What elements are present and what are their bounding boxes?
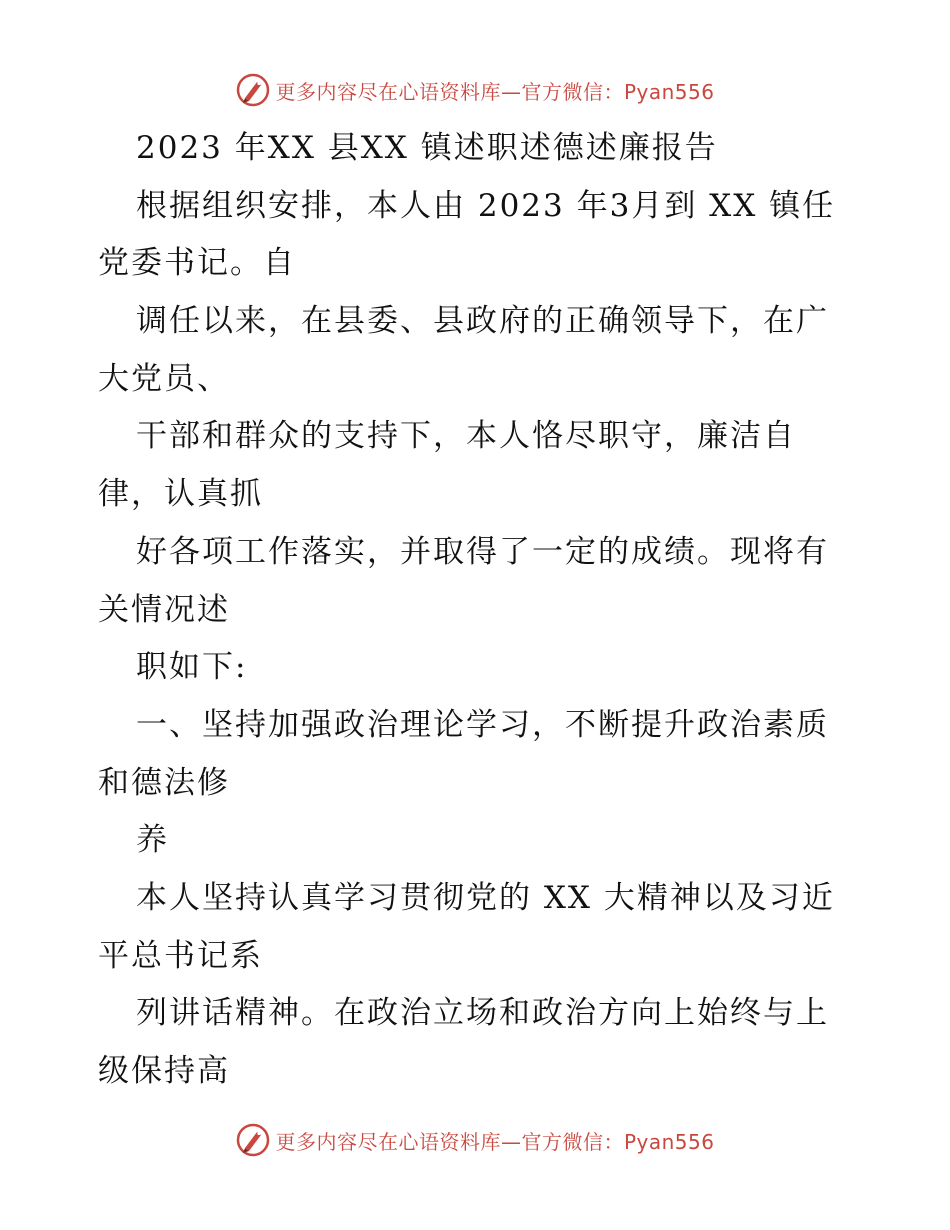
- watermark-banner-bottom: [0, 1120, 950, 1160]
- document-line: 关情况述: [98, 591, 230, 628]
- document-line: 根据组织安排，本人由 2023 年3月到 XX 镇任: [136, 187, 836, 224]
- document-line: 调任以来，在县委、县政府的正确领导下，在广: [136, 303, 829, 340]
- document-line: 干部和群众的支持下，本人恪尽职守，廉洁自: [136, 418, 796, 455]
- pen-circle-logo-icon: [235, 1122, 271, 1158]
- document-line: 职如下:: [136, 649, 248, 686]
- document-line: 列讲话精神。在政治立场和政治方向上始终与上: [136, 995, 829, 1032]
- document-line: 和德法修: [98, 764, 230, 801]
- document-line: 大党员、: [98, 360, 230, 397]
- watermark-text: 更多内容尽在心语资料库—官方微信：Pyan556: [275, 1129, 715, 1154]
- document-body: [98, 120, 858, 1101]
- document-line: 一、坚持加强政治理论学习，不断提升政治素质: [136, 706, 829, 743]
- pen-circle-logo-icon: [235, 72, 271, 108]
- document-line: 党委书记。自: [98, 245, 296, 282]
- document-line: 级保持高: [98, 1053, 230, 1089]
- document-line: 好各项工作落实，并取得了一定的成绩。现将有: [136, 533, 829, 570]
- document-line: 养: [136, 822, 169, 859]
- document-line: 律，认真抓: [98, 476, 263, 513]
- document-line: 本人坚持认真学习贯彻党的 XX 大精神以及习近: [136, 879, 835, 916]
- document-line: 2023 年XX 县XX 镇述职述德述廉报告: [136, 130, 718, 166]
- document-line: 平总书记系: [98, 937, 263, 974]
- watermark-text: 更多内容尽在心语资料库—官方微信：Pyan556: [275, 79, 715, 104]
- watermark-banner-top: [0, 70, 950, 110]
